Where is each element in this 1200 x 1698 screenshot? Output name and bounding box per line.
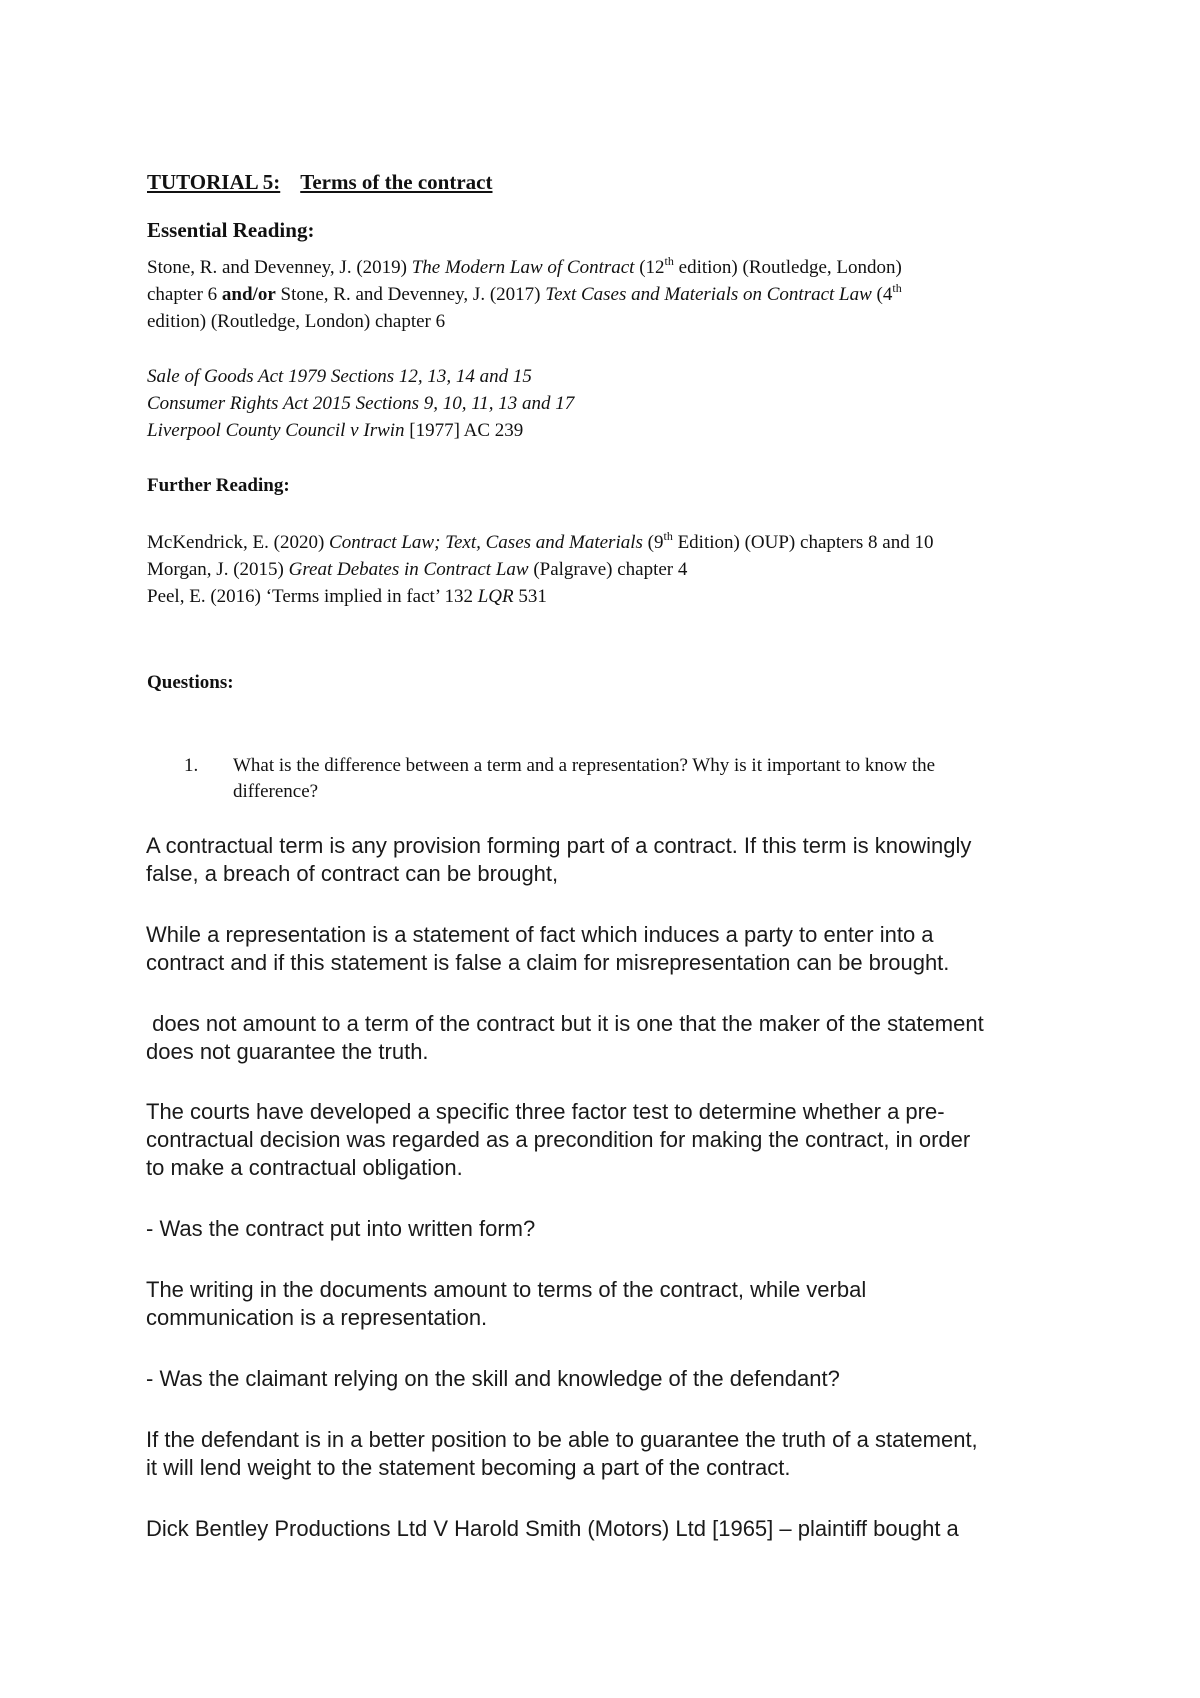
answer-p8-line-1: If the defendant is in a better position to be able to guarantee the truth of a statement, [146,1427,978,1452]
answer-p8-line-2: it will lend weight to the statement becoming a part of the contract. [146,1455,791,1480]
essential-reading-heading: Essential Reading: [147,218,315,242]
answer-p4-line-1: The courts have developed a specific three factor test to determine whether a pre- [146,1099,945,1124]
answer-p1-line-2: false, a breach of contract can be brought, [146,861,559,886]
question-number: 1. [184,755,199,776]
further-reading-heading: Further Reading: [147,475,290,496]
text: chapter 6 [147,284,222,305]
text: (4 [871,284,893,305]
superscript: th [892,280,902,295]
answer-p6-line-1: The writing in the documents amount to terms of the contract, while verbal [146,1277,867,1302]
text: Edition) (OUP) chapters 8 and 10 [672,532,934,553]
further-ref-morgan [147,557,687,584]
title-rest: Terms of the contract [300,170,493,194]
further-ref-mckendrick [147,530,934,557]
and-or-bold: and/or [221,284,276,305]
text: McKendrick, E. (2020) [147,532,330,553]
questions-heading: Questions: [147,672,234,693]
question-line-1: What is the difference between a term and a representation? Why is it important to know the [233,755,936,776]
superscript: th [664,253,674,268]
book-title: Contract Law; Text, Cases and Materials [329,532,643,553]
book-title: The Modern Law of Contract [411,257,635,278]
answer-p4-line-3: to make a contractual obligation. [146,1155,463,1180]
answer-p7: - Was the claimant relying on the skill and knowledge of the defendant? [146,1366,840,1391]
statute-consumer-rights: Consumer Rights Act 2015 Sections 9, 10, 11, 13 and 17 [147,393,575,414]
answer-p6-line-2: communication is a representation. [146,1305,488,1330]
question-line-2: difference? [233,781,319,802]
text: Stone, R. and Devenney, J. (2017) [275,284,546,305]
text: 531 [513,586,547,607]
answer-p3-line-2: does not guarantee the truth. [146,1039,429,1064]
further-ref-peel [147,584,547,611]
answer-p2-line-2: contract and if this statement is false a claim for misrepresentation can be brought. [146,950,950,975]
answer-p5: - Was the contract put into written form? [146,1216,536,1241]
answer-p3-line-1: does not amount to a term of the contract but it is one that the maker of the statement [146,1011,984,1036]
text: (9 [642,532,664,553]
book-title: Great Debates in Contract Law [288,559,529,580]
case-citation: [1977] AC 239 [404,420,524,441]
text: (12 [634,257,665,278]
answer-p2-line-1: While a representation is a statement of fact which induces a party to enter into a [146,922,934,947]
essential-ref-line-1 [147,255,902,282]
essential-ref-line-3: edition) (Routledge, London) chapter 6 [147,311,446,332]
statute-sale-of-goods: Sale of Goods Act 1979 Sections 12, 13, 14 and 15 [147,366,532,387]
essential-ref-line-2 [147,282,902,309]
page-title [147,170,493,195]
answer-p9: Dick Bentley Productions Ltd V Harold Smith (Motors) Ltd [1965] – plaintiff bought a [146,1516,959,1541]
text: Peel, E. (2016) ‘Terms implied in fact’ 132 [147,586,478,607]
book-title: Text Cases and Materials on Contract Law [545,284,872,305]
title-prefix: TUTORIAL 5: [147,170,281,194]
text: Stone, R. and Devenney, J. (2019) [147,257,412,278]
superscript: th [663,528,673,543]
text: (Palgrave) chapter 4 [528,559,688,580]
answer-p4-line-2: contractual decision was regarded as a precondition for making the contract, in order [146,1127,971,1152]
case-liverpool [147,418,523,445]
answer-p1-line-1: A contractual term is any provision forming part of a contract. If this term is knowingly [146,833,972,858]
journal: LQR [477,586,514,607]
text: Morgan, J. (2015) [147,559,289,580]
case-name: Liverpool County Council v Irwin [147,420,405,441]
text: edition) (Routledge, London) [673,257,902,278]
